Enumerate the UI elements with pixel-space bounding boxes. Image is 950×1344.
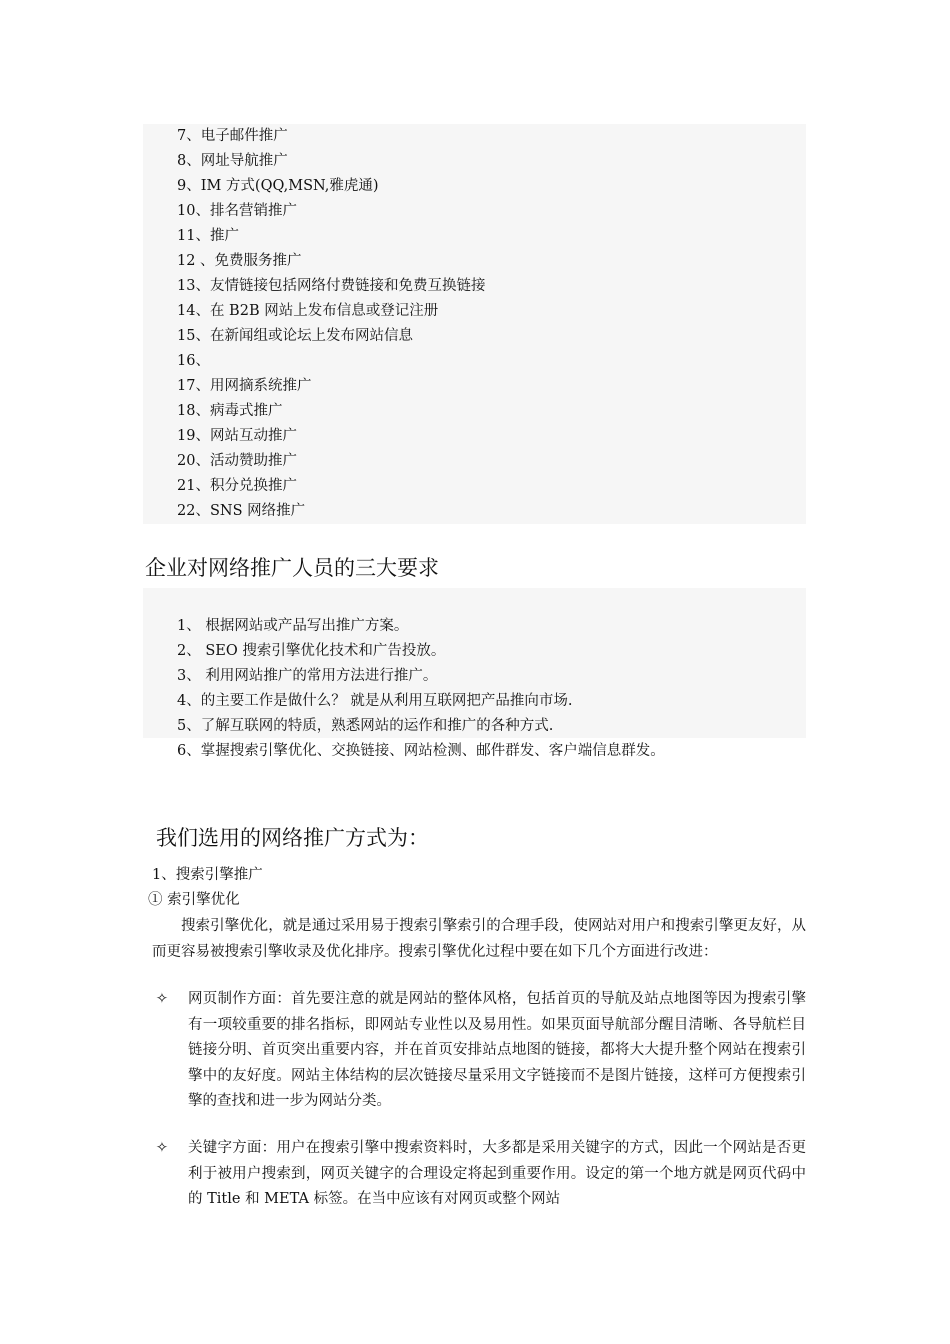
bullet-item <box>152 1136 806 1212</box>
section-title: 1、搜索引擎推广 <box>152 867 263 883</box>
intro-paragraph: 搜索引擎优化，就是通过采用易于搜索引擎索引的合理手段，使网站对用户和搜索引擎更友好，从而更容易被搜索引擎收录及优化排序。搜索引擎优化过程中要在如下几个方面进行改进： <box>152 918 806 960</box>
list-item: 2、 SEO 搜索引擎优化技术和广告投放。 <box>177 643 446 659</box>
list-item: 6、掌握搜索引擎优化、交换链接、网站检测、邮件群发、客户端信息群发。 <box>177 743 665 759</box>
list-item: 10、排名营销推广 <box>177 203 297 219</box>
list-item: 13、友情链接包括网络付费链接和免费互换链接 <box>177 278 486 294</box>
list-item: 14、在 B2B 网站上发布信息或登记注册 <box>177 303 439 319</box>
list-item: 8、网址导航推广 <box>177 153 288 169</box>
list-item: 18、病毒式推广 <box>177 403 283 419</box>
list-item: 21、积分兑换推广 <box>177 478 297 494</box>
chosen-methods-heading: 我们选用的网络推广方式为： <box>156 826 429 850</box>
list-item: 11、推广 <box>177 228 239 244</box>
subsection-title: ① 索引擎优化 <box>148 892 240 908</box>
list-item: 3、 利用网站推广的常用方法进行推广。 <box>177 668 438 684</box>
bullet-item <box>152 987 806 1115</box>
list-item: 4、的主要工作是做什么？ 就是从利用互联网把产品推向市场. <box>177 693 573 709</box>
requirements-list <box>177 614 665 764</box>
promotion-methods-list <box>177 124 485 524</box>
diamond-bullet-icon: ✧ <box>155 991 169 1007</box>
list-item: 17、用网摘系统推广 <box>177 378 312 394</box>
list-item: 20、活动赞助推广 <box>177 453 297 469</box>
requirements-heading: 企业对网络推广人员的三大要求 <box>145 556 439 580</box>
diamond-bullet-icon: ✧ <box>155 1140 169 1156</box>
list-item: 16、 <box>177 353 210 369</box>
list-item: 15、在新闻组或论坛上发布网站信息 <box>177 328 413 344</box>
list-item: 19、网站互动推广 <box>177 428 297 444</box>
bullet-text: 网页制作方面：首先要注意的就是网站的整体风格，包括首页的导航及站点地图等因为搜索引擎有一项较重要的排名指标，即网站专业性以及易用性。如果页面导航部分醒目清晰、各导航栏目链接分明、首页突出重要内容，并在首页安排站点地图的链接，都将大大提升整个网站在搜索引擎中的友好度。网站主体结构的层次链接尽量采用文字链接而不是图片链接，这样可方便搜索引擎的查找和进一步为网站分类。 <box>188 991 806 1109</box>
list-item: 22、SNS 网络推广 <box>177 503 306 519</box>
list-item: 12 、免费服务推广 <box>177 253 302 269</box>
bullet-text: 关键字方面：用户在搜索引擎中搜索资料时，大多都是采用关键字的方式，因此一个网站是否更利于被用户搜索到，网页关键字的合理设定将起到重要作用。设定的第一个地方就是网页代码中的 Title 和 META 标签。在当中应该有对网页或整个网站 <box>188 1140 806 1207</box>
list-item: 1、 根据网站或产品写出推广方案。 <box>177 618 409 634</box>
list-item: 5、了解互联网的特质，熟悉网站的运作和推广的各种方式. <box>177 718 554 734</box>
list-item: 9、IM 方式(QQ,MSN,雅虎通) <box>177 178 379 194</box>
list-item: 7、电子邮件推广 <box>177 128 288 144</box>
